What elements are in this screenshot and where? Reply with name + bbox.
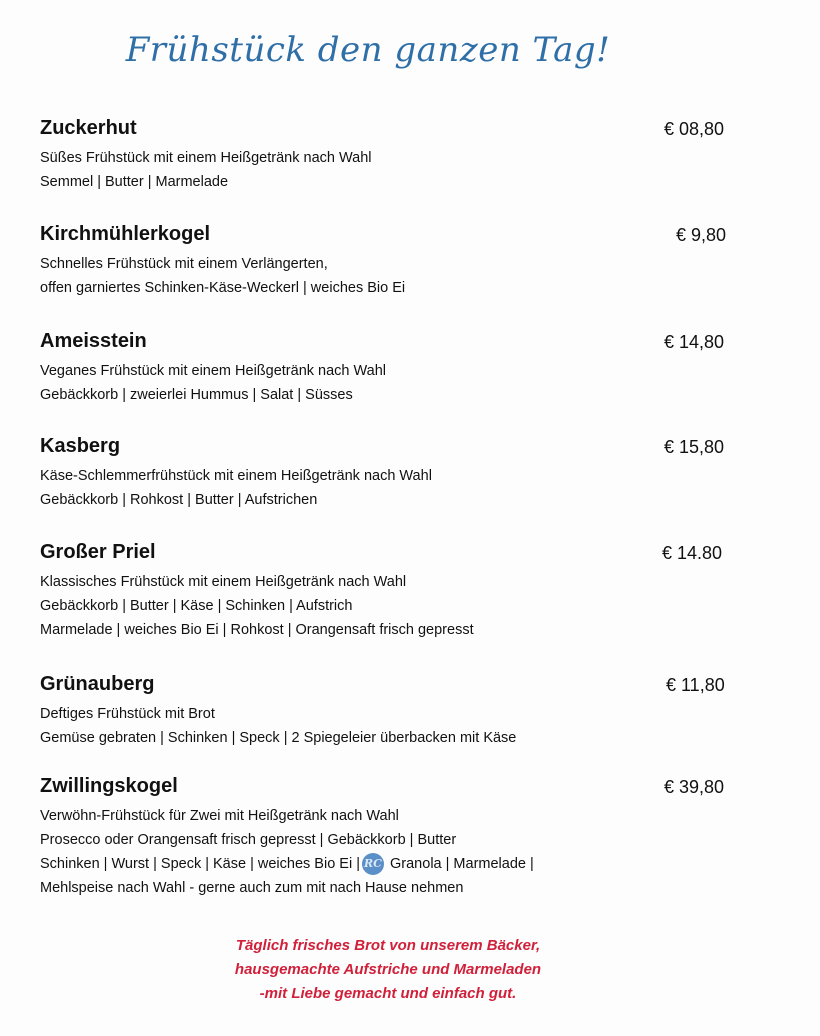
item-description: Gebäckkorb | zweierlei Hummus | Salat | Süsses: [40, 387, 353, 403]
item-price: € 11,80: [666, 675, 725, 695]
item-description: Gebäckkorb | Butter | Käse | Schinken | Aufstrich: [40, 598, 353, 614]
menu-item-gruenauberg: [40, 672, 760, 750]
item-description: Semmel | Butter | Marmelade: [40, 174, 229, 190]
item-name: Ameisstein: [40, 330, 147, 352]
item-description-part: Schinken | Wurst | Speck | Käse | weiches Bio Ei |: [40, 856, 360, 872]
item-description: Mehlspeise nach Wahl - gerne auch zum mit nach Hause nehmen: [40, 880, 464, 896]
item-name: Kasberg: [40, 435, 121, 457]
item-price: € 14.80: [662, 543, 723, 563]
item-description: Deftiges Frühstück mit Brot: [40, 706, 215, 722]
item-description: Käse-Schlemmerfrühstück mit einem Heißgetränk nach Wahl: [40, 468, 432, 484]
item-name: Zuckerhut: [40, 117, 137, 139]
item-name: Zwillingskogel: [40, 775, 178, 797]
item-description: [40, 852, 760, 876]
item-price: € 08,80: [664, 119, 725, 139]
item-name: Kirchmühlerkogel: [40, 223, 211, 245]
item-price: € 14,80: [664, 332, 725, 352]
menu-item-zuckerhut: [40, 116, 760, 194]
item-description: Klassisches Frühstück mit einem Heißgetränk nach Wahl: [40, 574, 407, 590]
menu-item-kirchmuehlerkogel: [40, 222, 760, 300]
item-price: € 15,80: [664, 437, 725, 457]
item-price: € 9,80: [676, 225, 727, 245]
footer-line: -mit Liebe gemacht und einfach gut.: [259, 985, 517, 1002]
menu-item-kasberg: [40, 434, 760, 512]
item-description: Verwöhn-Frühstück für Zwei mit Heißgetränk nach Wahl: [40, 808, 399, 824]
item-description: offen garniertes Schinken-Käse-Weckerl | weiches Bio Ei: [40, 280, 406, 296]
page-title: Frühstück den ganzen Tag!: [125, 30, 611, 70]
footer-line: hausgemachte Aufstriche und Marmeladen: [234, 961, 542, 978]
rc-brand-logo-icon: RC: [362, 853, 384, 875]
item-description: Süßes Frühstück mit einem Heißgetränk nach Wahl: [40, 150, 372, 166]
item-description: Marmelade | weiches Bio Ei | Rohkost | Orangensaft frisch gepresst: [40, 622, 474, 638]
item-description-part: Granola | Marmelade |: [385, 856, 534, 872]
footer-line: Täglich frisches Brot von unserem Bäcker,: [235, 937, 541, 954]
menu-item-ameisstein: [40, 329, 760, 407]
footer-note: [0, 934, 776, 1006]
item-name: Grünauberg: [40, 673, 155, 695]
item-description: Gemüse gebraten | Schinken | Speck | 2 Spiegeleier überbacken mit Käse: [40, 730, 517, 746]
item-description: Schnelles Frühstück mit einem Verlängerten,: [40, 256, 328, 272]
menu-item-zwillingskogel: [40, 774, 760, 900]
item-description: Veganes Frühstück mit einem Heißgetränk nach Wahl: [40, 363, 387, 379]
menu-item-grosser-priel: [40, 540, 760, 642]
item-description: Gebäckkorb | Rohkost | Butter | Aufstrichen: [40, 492, 318, 508]
item-price: € 39,80: [664, 777, 725, 797]
item-name: Großer Priel: [40, 541, 156, 563]
item-description: Prosecco oder Orangensaft frisch gepresst | Gebäckkorb | Butter: [40, 832, 457, 848]
